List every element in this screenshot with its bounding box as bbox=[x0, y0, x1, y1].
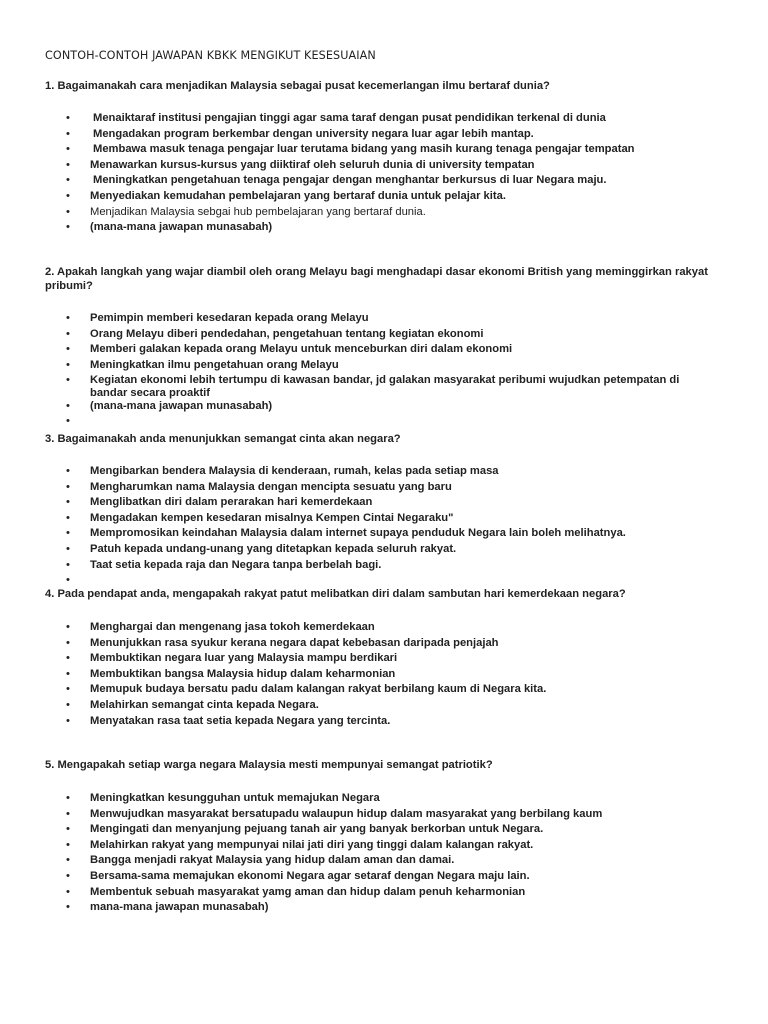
bullet-icon: • bbox=[66, 683, 70, 696]
bullet-icon: • bbox=[66, 823, 70, 836]
list-item: • Taat setia kepada raja dan Negara tanpa berbelah bagi. bbox=[66, 558, 382, 571]
bullet-icon: • bbox=[66, 358, 70, 371]
bullet-icon: • bbox=[66, 574, 70, 587]
bullet-icon: • bbox=[66, 854, 70, 867]
bullet-icon: • bbox=[66, 621, 70, 633]
bullet-icon: • bbox=[66, 667, 70, 680]
bullet-icon: • bbox=[66, 112, 70, 124]
list-item: • Melahirkan rakyat yang mempunyai nilai jati diri yang tinggi dalam kalangan rakyat. bbox=[66, 838, 534, 851]
bullet-icon: • bbox=[66, 343, 70, 356]
list-item: • Mengingati dan menyanjung pejuang tanah air yang banyak berkorban untuk Negara. bbox=[66, 823, 544, 836]
bullet-icon: • bbox=[66, 869, 70, 882]
question-1: 1. Bagaimanakah cara menjadikan Malaysia sebagai pusat kecemerlangan ilmu bertaraf dunia? bbox=[45, 80, 550, 92]
list-item: • Mengadakan program berkembar dengan university negara luar agar lebih mantap. bbox=[66, 127, 534, 140]
bullet-icon: • bbox=[66, 807, 70, 820]
bullet-icon: • bbox=[66, 511, 70, 524]
answer-list-3 bbox=[0, 465, 690, 590]
list-item: • Bersama-sama memajukan ekonomi Negara agar setaraf dengan Negara maju lain. bbox=[66, 869, 530, 882]
bullet-icon: • bbox=[66, 901, 70, 914]
list-item: • Bangga menjadi rakyat Malaysia yang hidup dalam aman dan damai. bbox=[66, 854, 455, 867]
bullet-icon: • bbox=[66, 312, 70, 324]
list-item: • Menyatakan rasa taat setia kepada Negara yang tercinta. bbox=[66, 714, 391, 727]
list-item: • Mempromosikan keindahan Malaysia dalam internet supaya penduduk Negara lain boleh melihatnya. bbox=[66, 527, 626, 540]
list-item: • Meningkatkan pengetahuan tenaga pengajar dengan menghantar berkursus di luar Negara maju. bbox=[66, 174, 607, 187]
answer-list-1 bbox=[0, 112, 693, 237]
bullet-icon: • bbox=[66, 327, 70, 340]
document-title: CONTOH-CONTOH JAWAPAN KBKK MENGIKUT KESESUAIAN bbox=[45, 49, 376, 62]
list-item: • Mengibarkan bendera Malaysia di kenderaan, rumah, kelas pada setiap masa bbox=[66, 465, 499, 477]
bullet-icon: • bbox=[66, 189, 70, 202]
bullet-icon: • bbox=[66, 792, 70, 804]
list-item: • Membuktikan bangsa Malaysia hidup dalam keharmonian bbox=[66, 667, 396, 680]
bullet-icon: • bbox=[66, 374, 70, 387]
bullet-icon: • bbox=[66, 558, 70, 571]
list-item: • Memupuk budaya bersatu padu dalam kalangan rakyat berbilang kaum di Negara kita. bbox=[66, 683, 547, 696]
bullet-icon: • bbox=[66, 542, 70, 555]
list-item bbox=[0, 415, 690, 431]
bullet-icon: • bbox=[66, 652, 70, 665]
list-item: • Menaiktaraf institusi pengajian tinggi agar sama taraf dengan pusat pendidikan terkenal di dunia bbox=[66, 112, 606, 124]
list-item: • Menawarkan kursus-kursus yang diiktiraf oleh seluruh dunia di university tempatan bbox=[66, 158, 535, 171]
list-item: • Membuktikan negara luar yang Malaysia mampu berdikari bbox=[66, 652, 398, 665]
bullet-icon: • bbox=[66, 127, 70, 140]
list-item: • Patuh kepada undang-unang yang ditetapkan kepada seluruh rakyat. bbox=[66, 542, 457, 555]
question-3: 3. Bagaimanakah anda menunjukkan semangat cinta akan negara? bbox=[45, 433, 401, 445]
list-item: • Kegiatan ekonomi lebih tertumpu di kawasan bandar, jd galakan masyarakat peribumi wujudkan petempatan di bandar secara proaktif bbox=[66, 374, 680, 399]
bullet-icon: • bbox=[66, 415, 70, 428]
list-item: • Orang Melayu diberi pendedahan, pengetahuan tentang kegiatan ekonomi bbox=[66, 327, 484, 340]
bullet-icon: • bbox=[66, 838, 70, 851]
bullet-icon: • bbox=[66, 465, 70, 477]
bullet-icon: • bbox=[66, 143, 70, 156]
bullet-icon: • bbox=[66, 480, 70, 493]
bullet-icon: • bbox=[66, 221, 70, 234]
bullet-icon: • bbox=[66, 636, 70, 649]
list-item: • Pemimpin memberi kesedaran kepada orang Melayu bbox=[66, 312, 369, 324]
list-item: • Meningkatkan ilmu pengetahuan orang Melayu bbox=[66, 358, 339, 371]
list-item: • (mana-mana jawapan munasabah) bbox=[66, 221, 273, 234]
list-item: • Menwujudkan masyarakat bersatupadu walaupun hidup dalam masyarakat yang berbilang kaum bbox=[66, 807, 603, 820]
list-item: • Menglibatkan diri dalam perarakan hari kemerdekaan bbox=[66, 496, 373, 509]
list-item: • Menjadikan Malaysia sebgai hub pembelajaran yang bertaraf dunia. bbox=[66, 205, 426, 218]
bullet-icon: • bbox=[66, 205, 70, 218]
list-item: • Menghargai dan mengenang jasa tokoh kemerdekaan bbox=[66, 621, 375, 633]
bullet-icon: • bbox=[66, 496, 70, 509]
bullet-icon: • bbox=[66, 698, 70, 711]
bullet-icon: • bbox=[66, 399, 70, 412]
list-item: • Mengadakan kempen kesedaran misalnya Kempen Cintai Negaraku" bbox=[66, 511, 454, 524]
list-item: • Mengharumkan nama Malaysia dengan mencipta sesuatu yang baru bbox=[66, 480, 452, 493]
list-item: • Memberi galakan kepada orang Melayu untuk menceburkan diri dalam ekonomi bbox=[66, 343, 513, 356]
list-item: • Menunjukkan rasa syukur kerana negara dapat kebebasan daripada penjajah bbox=[66, 636, 499, 649]
question-2: 2. Apakah langkah yang wajar diambil oleh orang Melayu bagi menghadapi dasar ekonomi British yang meminggirkan rakyat pribumi? bbox=[45, 266, 708, 292]
list-item: • Menyediakan kemudahan pembelajaran yang bertaraf dunia untuk pelajar kita. bbox=[66, 189, 506, 202]
question-5: 5. Mengapakah setiap warga negara Malaysia mesti mempunyai semangat patriotik? bbox=[45, 759, 493, 771]
bullet-icon: • bbox=[66, 885, 70, 898]
bullet-icon: • bbox=[66, 527, 70, 540]
list-item: • Meningkatkan kesungguhan untuk memajukan Negara bbox=[66, 792, 380, 804]
answer-list-5 bbox=[0, 792, 690, 917]
list-item: • (mana-mana jawapan munasabah) bbox=[66, 399, 273, 412]
list-item: • Membentuk sebuah masyarakat yamg aman dan hidup dalam penuh keharmonian bbox=[66, 885, 526, 898]
bullet-icon: • bbox=[66, 174, 70, 187]
list-item: • Membawa masuk tenaga pengajar luar terutama bidang yang masih kurang tenaga pengajar tempatan bbox=[66, 143, 635, 156]
list-item: • Melahirkan semangat cinta kepada Negara. bbox=[66, 698, 319, 711]
answer-list-2 bbox=[0, 312, 690, 431]
bullet-icon: • bbox=[66, 158, 70, 171]
answer-list-4 bbox=[0, 621, 690, 730]
bullet-icon: • bbox=[66, 714, 70, 727]
question-4: 4. Pada pendapat anda, mengapakah rakyat patut melibatkan diri dalam sambutan hari kemerdekaan negara? bbox=[45, 588, 626, 600]
list-item: • mana-mana jawapan munasabah) bbox=[66, 901, 269, 914]
